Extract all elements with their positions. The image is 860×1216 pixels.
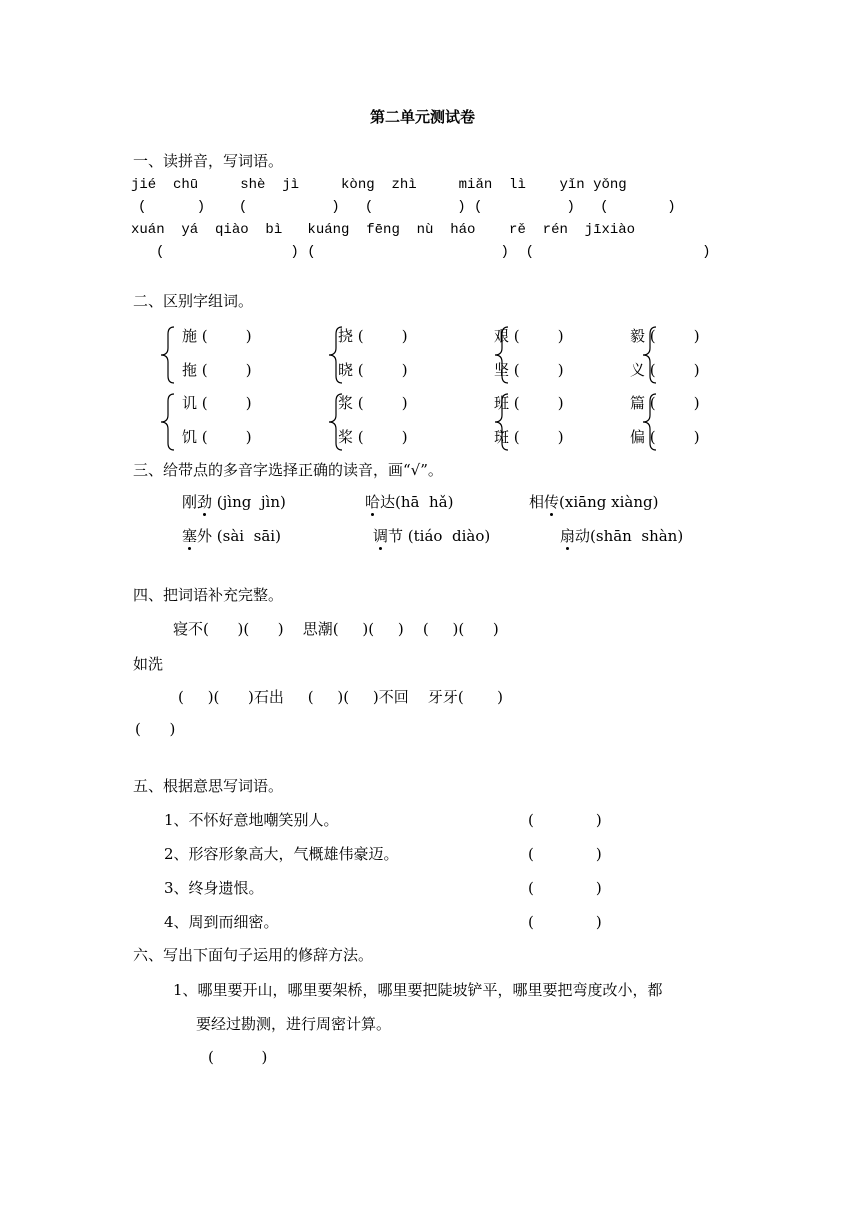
answer-blanks-row-1[interactable]: ( ) ( ) ( ) ( ) ( ) [138,199,676,215]
pinyin-row-2: xuán yá qiào bì kuáng fēng nù háo rě rén jīxiào [131,222,636,238]
idiom-line-2[interactable]: ( )( )石出 ( )( )不回 牙牙( ) [178,688,503,706]
sentence-line: 要经过勘测，进行周密计算。 [196,1015,392,1033]
page-title: 第二单元测试卷 [370,108,476,126]
polyphone-item[interactable]: 相传(xiāng xiàng) [529,493,659,511]
answer-blanks-row-2[interactable]: ( ) ( ) ( ) [156,244,711,260]
dotted-char: 哈 [365,493,381,511]
char-word-item[interactable]: 拖 ( ) [182,361,252,379]
meaning-item: 3、终身遗恨。 [164,879,264,897]
sentence-line: 1、哪里要开山，哪里要架桥，哪里要把陡坡铲平，哪里要把弯度改小，都 [173,981,663,999]
char-word-item[interactable]: 毅 ( ) [630,327,700,345]
pinyin-options: (tiáo diào) [403,527,491,545]
char-word-item[interactable]: 斑 ( ) [494,428,564,446]
section-1-heading: 一、读拼音，写词语。 [133,152,284,170]
idiom-line-1[interactable]: 寝不( )( ) 思潮( )( ) ( )( ) [173,620,499,638]
section-4-heading: 四、把词语补充完整。 [133,586,284,604]
dotted-char: 劲 [197,493,213,511]
char-word-item[interactable]: 义 ( ) [630,361,700,379]
idiom-line-1-tail: 如洗 [133,655,164,673]
char-word-item[interactable]: 饥 ( ) [182,428,252,446]
polyphone-item[interactable]: 刚劲 (jìng jìn) [182,493,286,511]
section-5-heading: 五、根据意思写词语。 [133,777,284,795]
pinyin-options: (hā hǎ) [395,493,454,511]
brace-icon [158,393,178,451]
char-word-item[interactable]: 挠 ( ) [338,327,408,345]
pinyin-row-1: jié chū shè jì kòng zhì miǎn lì yǐn yǒng [131,177,627,193]
char-word-item[interactable]: 施 ( ) [182,327,252,345]
answer-blank[interactable]: ( ) [208,1048,268,1066]
char-word-item[interactable]: 讥 ( ) [182,394,252,412]
polyphone-item[interactable]: 哈达(hā hǎ) [365,493,454,511]
meaning-item: 4、周到而细密。 [164,913,279,931]
char-word-item[interactable]: 晓 ( ) [338,361,408,379]
char-word-item[interactable]: 偏 ( ) [630,428,700,446]
dotted-char: 调 [373,527,389,545]
section-6-heading: 六、写出下面句子运用的修辞方法。 [133,946,374,964]
meaning-item: 1、不怀好意地嘲笑别人。 [164,811,339,829]
char-word-item[interactable]: 桨 ( ) [338,428,408,446]
polyphone-item[interactable]: 扇动(shān shàn) [560,527,684,545]
section-3-heading: 三、给带点的多音字选择正确的读音，画“√”。 [133,461,443,479]
meaning-item: 2、形容形象高大，气概雄伟豪迈。 [164,845,399,863]
answer-blank[interactable]: ( ) [528,811,602,829]
answer-blank[interactable]: ( ) [528,913,602,931]
char-word-item[interactable]: 篇 ( ) [630,394,700,412]
pinyin-options: (xiāng xiàng) [559,493,659,511]
char-word-item[interactable]: 坚 ( ) [494,361,564,379]
pinyin-options: (sài sāi) [212,527,281,545]
char-word-item[interactable]: 班 ( ) [494,394,564,412]
brace-icon [158,326,178,384]
dotted-char: 传 [544,493,560,511]
polyphone-item[interactable]: 塞外 (sài sāi) [182,527,281,545]
char-word-item[interactable]: 浆 ( ) [338,394,408,412]
dotted-char: 塞 [182,527,198,545]
section-2-heading: 二、区别字组词。 [133,292,254,310]
char-word-item[interactable]: 艰 ( ) [494,327,564,345]
pinyin-options: (shān shàn) [590,527,684,545]
dotted-char: 扇 [560,527,576,545]
polyphone-item[interactable]: 调节 (tiáo diào) [373,527,491,545]
pinyin-options: (jìng jìn) [212,493,286,511]
idiom-line-2-tail[interactable]: ( ) [135,720,176,738]
answer-blank[interactable]: ( ) [528,879,602,897]
answer-blank[interactable]: ( ) [528,845,602,863]
